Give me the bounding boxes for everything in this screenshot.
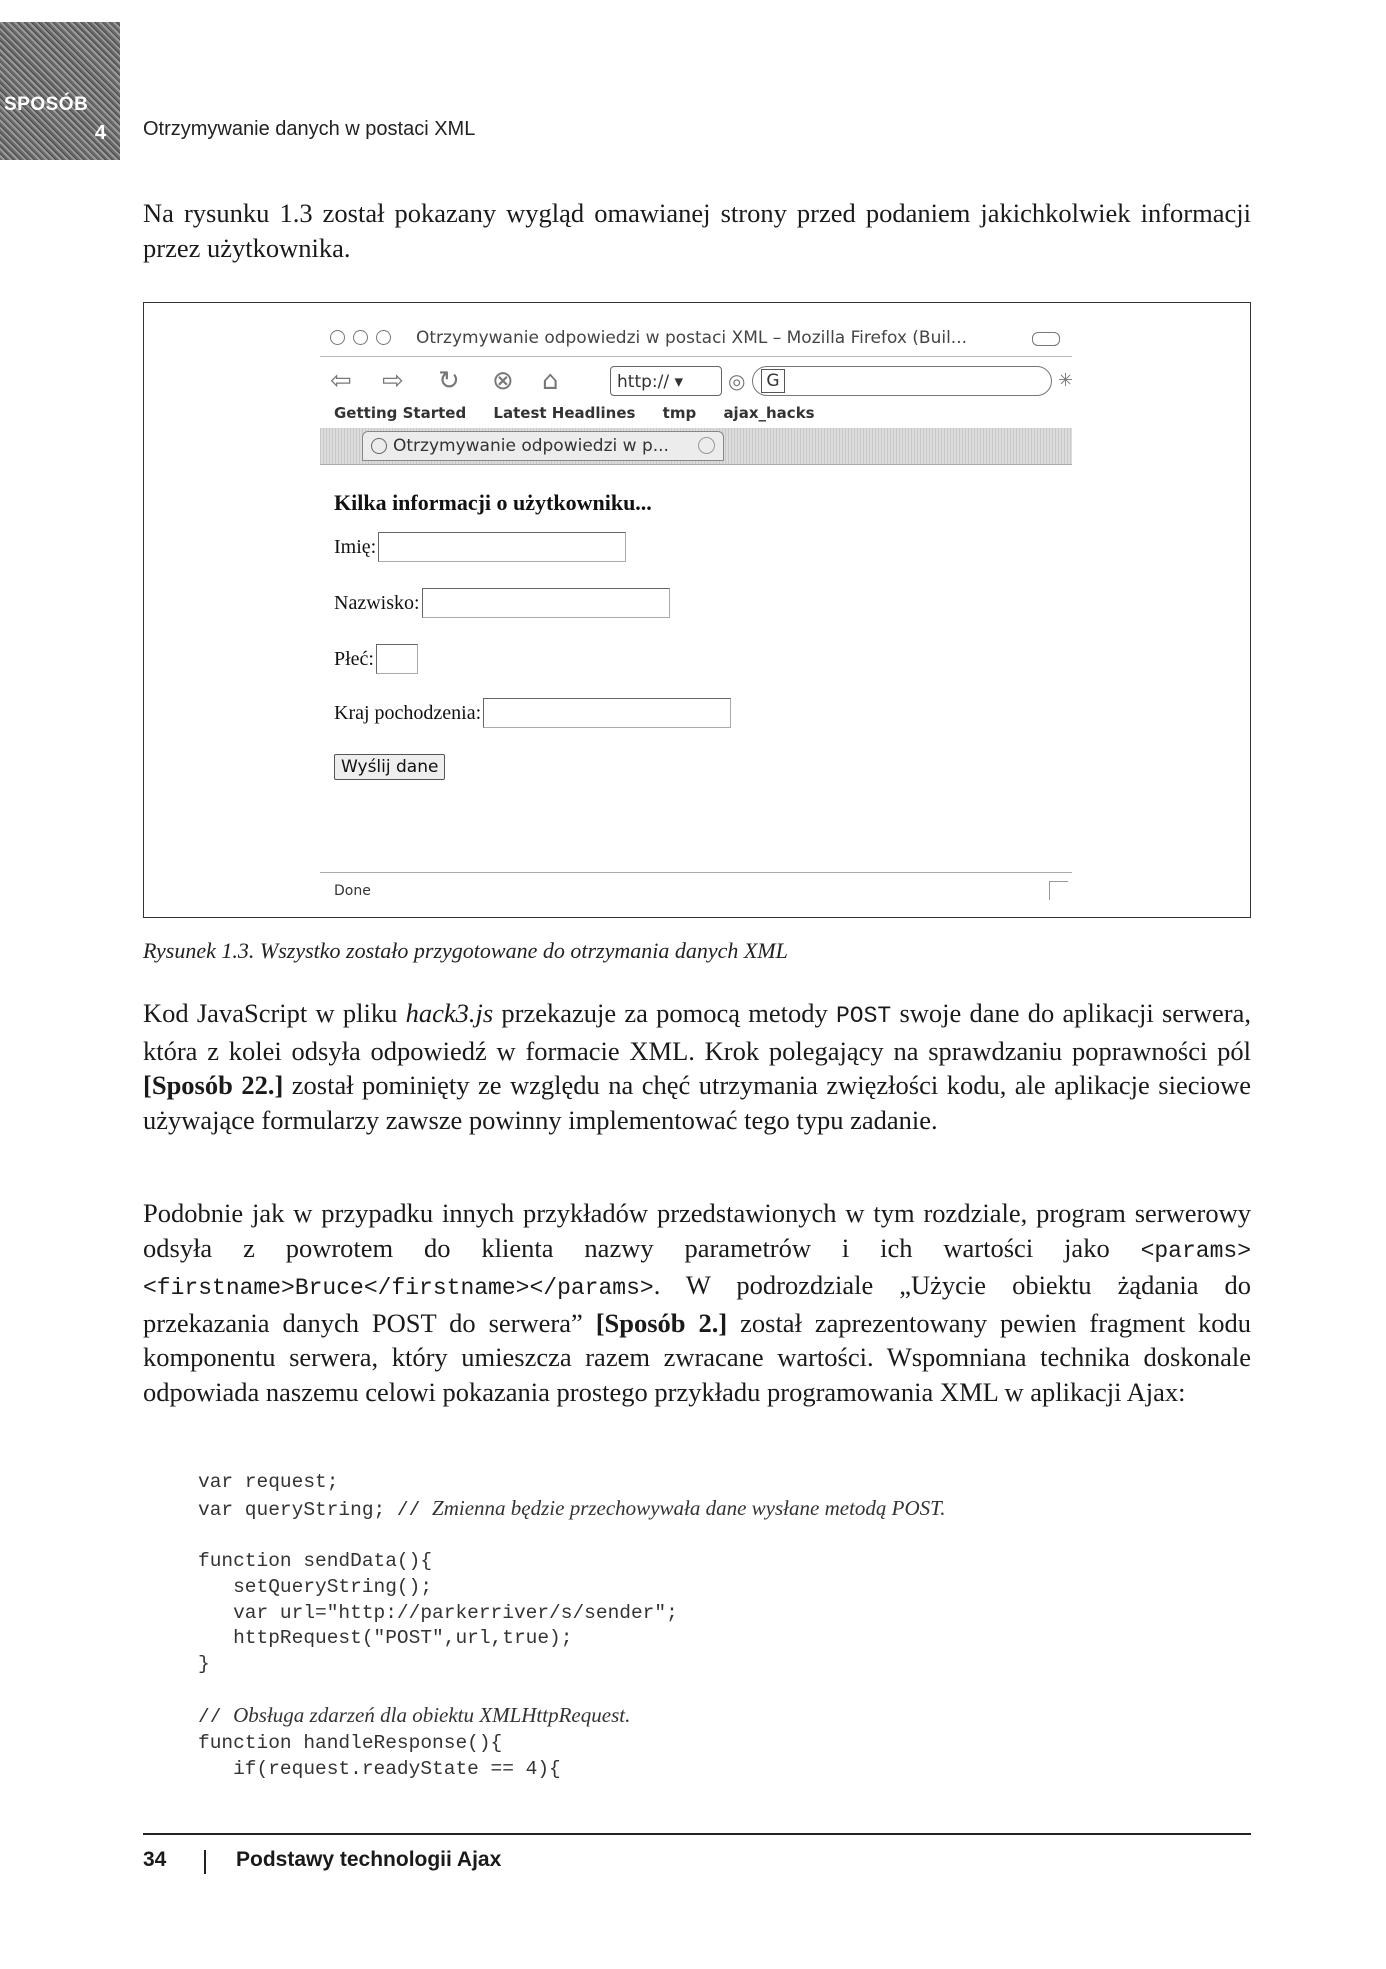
first-name-input[interactable]	[378, 532, 626, 562]
tab-bar	[320, 428, 1072, 465]
go-icon[interactable]: ◎	[728, 369, 746, 393]
gender-input[interactable]	[376, 644, 418, 674]
status-bar	[320, 872, 1072, 909]
country-input[interactable]	[483, 698, 731, 728]
text-run: swoje dane do aplikacji serwera, która z kolei odsyła odpowiedź w formacie XML. Krok polegający na sprawdzaniu poprawności pól	[143, 998, 1251, 1066]
code-line: httpRequest("POST",url,true);	[198, 1627, 573, 1650]
last-name-row	[334, 588, 670, 618]
back-icon[interactable]: ⇦	[330, 366, 352, 396]
url-text: http://	[617, 372, 670, 392]
code-line: //	[198, 1706, 234, 1729]
bookmark-tmp[interactable]: tmp	[662, 404, 697, 422]
footer-rule	[143, 1833, 1251, 1835]
last-name-input[interactable]	[422, 588, 670, 618]
code-line: if(request.readyState == 4){	[198, 1757, 561, 1780]
code-line: var request;	[198, 1471, 339, 1493]
code-line: setQueryString();	[198, 1575, 433, 1598]
page-content	[334, 490, 652, 777]
close-window-icon[interactable]	[330, 330, 345, 345]
chapter-badge	[0, 22, 120, 160]
last-name-label: Nazwisko:	[334, 591, 420, 614]
code-comment: Zmienna będzie przechowywała dane wysłane metodą POST.	[432, 1495, 946, 1520]
code-line: var queryString; //	[198, 1498, 433, 1521]
text-run: został zaprezentowany pewien fragment kodu komponentu serwera, który umieszcza razem zwracane wartości. Wspomniana technika doskonale odpowiada naszemu celowi pokazania prostego przykładu programowania XML w aplikacji Ajax:	[143, 1307, 1251, 1407]
gender-row	[334, 644, 418, 674]
toolbar-toggle-icon[interactable]	[1032, 332, 1060, 346]
zoom-window-icon[interactable]	[376, 330, 391, 345]
bookmark-latest-headlines[interactable]: Latest Headlines	[493, 404, 636, 422]
navigation-toolbar	[320, 360, 1072, 404]
home-icon[interactable]: ⌂	[542, 366, 559, 396]
text-run: przekazuje za pomocą metody	[493, 998, 836, 1028]
text-run: Podobnie jak w przypadku innych przykładów przedstawionych w tym rozdziale, program serwerowy odsyła z powrotem do klienta nazwy parametrów i ich wartości jako	[143, 1198, 1251, 1263]
text-run: Kod JavaScript w pliku	[143, 998, 406, 1028]
country-row	[334, 698, 731, 728]
window-titlebar	[320, 320, 1072, 357]
file-name: hack3.js	[405, 998, 494, 1028]
tab-active[interactable]	[362, 431, 724, 461]
submit-button[interactable]: Wyślij dane	[334, 754, 445, 780]
reload-icon[interactable]: ↻	[438, 366, 460, 396]
window-title: Otrzymywanie odpowiedzi w postaci XML – Mozilla Firefox (Buil...	[416, 328, 968, 348]
inline-code: POST	[836, 1003, 892, 1029]
bookmark-ajax-hacks[interactable]: ajax_hacks	[723, 404, 815, 422]
firefox-screenshot	[320, 320, 1072, 910]
code-line: var url="http://parkerriver/s/sender";	[198, 1601, 678, 1624]
resize-grip-icon[interactable]	[1049, 881, 1068, 900]
page-number: 34	[143, 1848, 167, 1871]
bookmarks-toolbar	[334, 404, 837, 422]
body-paragraph-2	[143, 996, 1251, 1137]
search-bar[interactable]	[752, 366, 1052, 396]
first-name-label: Imię:	[334, 535, 377, 558]
url-bar[interactable]: http:// ▾	[610, 366, 722, 396]
code-comment: Obsługa zdarzeń dla obiektu XMLHttpRequest.	[233, 1703, 631, 1728]
stop-icon[interactable]: ⊗	[492, 366, 514, 396]
text-run: został pominięty ze względu na chęć utrzymania zwięzłości kodu, ale aplikacje sieciowe używające formularzy zawsze powinny implementować tego typu zadanie.	[143, 1070, 1251, 1135]
code-line: function handleResponse(){	[198, 1732, 503, 1755]
globe-icon	[371, 438, 387, 454]
form-heading: Kilka informacji o użytkowniku...	[334, 490, 652, 515]
cross-reference: [Sposób 22.]	[143, 1070, 284, 1100]
body-paragraph-3	[143, 1196, 1251, 1409]
badge-label: SPOSÓB	[4, 94, 89, 115]
running-header-title: Otrzymywanie danych w postaci XML	[143, 118, 476, 140]
tab-title: Otrzymywanie odpowiedzi w p...	[393, 436, 669, 456]
gender-label: Płeć:	[334, 647, 374, 670]
intro-paragraph: Na rysunku 1.3 został pokazany wygląd omawianej strony przed podaniem jakichkolwiek informacji przez użytkownika.	[143, 198, 1251, 263]
close-tab-icon[interactable]	[698, 437, 715, 454]
inline-code: <params><firstname>Bruce</firstname></params>	[143, 1237, 1251, 1301]
code-line: function sendData(){	[198, 1550, 433, 1573]
search-engine-icon[interactable]: G	[761, 369, 785, 393]
cross-reference: [Sposób 2.]	[595, 1307, 728, 1338]
figure-caption: Rysunek 1.3. Wszystko zostało przygotowane do otrzymania danych XML	[143, 938, 788, 963]
country-label: Kraj pochodzenia:	[334, 701, 482, 724]
badge-number: 4	[94, 122, 106, 144]
throbber-icon: ✳	[1058, 370, 1074, 391]
footer-title: Podstawy technologii Ajax	[236, 1848, 502, 1871]
status-text: Done	[334, 883, 371, 899]
text-run: . W podrozdziale „Użycie obiektu żądania do przekazania danych POST do serwera”	[143, 1270, 1251, 1338]
minimize-window-icon[interactable]	[353, 330, 368, 345]
forward-icon[interactable]: ⇨	[382, 366, 404, 396]
code-listing	[198, 1470, 946, 1782]
first-name-row	[334, 532, 626, 562]
code-line: }	[198, 1652, 210, 1675]
footer-separator	[204, 1850, 206, 1874]
bookmark-getting-started[interactable]: Getting Started	[334, 404, 467, 422]
